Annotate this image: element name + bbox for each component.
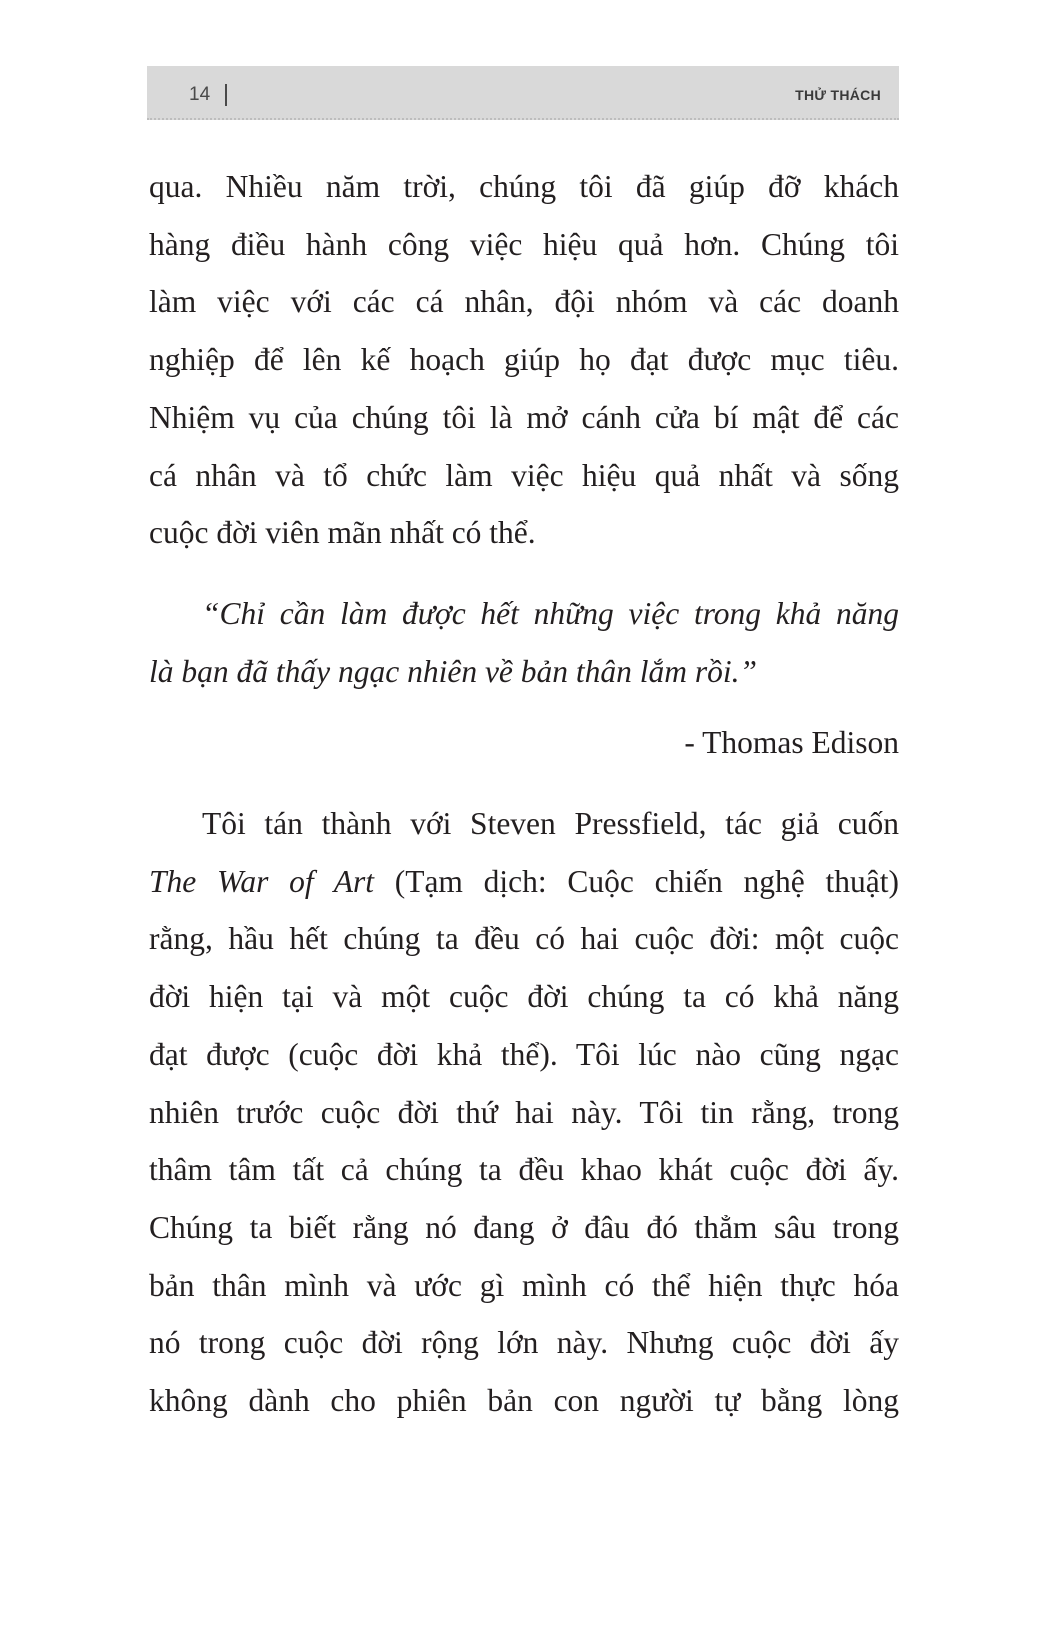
page-body <box>149 158 899 1430</box>
text-line <box>149 853 899 911</box>
text-line: làm việc với các cá nhân, đội nhóm và các doanh <box>149 284 899 320</box>
running-title: THỬ THÁCH <box>795 87 881 103</box>
text-line: không dành cho phiên bản con người tự bằng lòng <box>149 1383 899 1419</box>
text-line: nghiệp để lên kế hoạch giúp họ đạt được mục tiêu. <box>149 342 899 378</box>
running-header <box>147 66 899 120</box>
text-line: đạt được (cuộc đời khả thể). Tôi lúc nào cũng ngạc <box>149 1036 899 1072</box>
text-line: cá nhân và tổ chức làm việc hiệu quả nhất và sống <box>149 457 899 493</box>
text-line: hàng điều hành công việc hiệu quả hơn. Chúng tôi <box>149 226 899 262</box>
text-fragment: (Tạm dịch: Cuộc chiến nghệ thuật) <box>373 863 899 899</box>
header-divider <box>225 84 227 106</box>
quote-line: là bạn đã thấy ngạc nhiên về bản thân lắm rồi.” <box>149 653 758 689</box>
text-line: Nhiệm vụ của chúng tôi là mở cánh cửa bí mật để các <box>149 399 899 435</box>
text-line: nhiên trước cuộc đời thứ hai này. Tôi tin rằng, trong <box>149 1094 899 1130</box>
text-line: thâm tâm tất cả chúng ta đều khao khát cuộc đời ấy. <box>149 1152 899 1188</box>
page-number: 14 <box>189 84 211 105</box>
text-line: nó trong cuộc đời rộng lớn này. Nhưng cuộc đời ấy <box>149 1325 899 1361</box>
quote-block <box>149 585 899 700</box>
text-line: Tôi tán thành với Steven Pressfield, tác giả cuốn <box>202 806 899 842</box>
quote-attribution: - Thomas Edison <box>684 725 899 761</box>
text-line: cuộc đời viên mãn nhất có thể. <box>149 515 536 551</box>
text-line: Chúng ta biết rằng nó đang ở đâu đó thẳm sâu trong <box>149 1209 899 1245</box>
paragraph-main <box>149 795 899 1430</box>
text-line: đời hiện tại và một cuộc đời chúng ta có khả năng <box>149 979 899 1015</box>
text-line: qua. Nhiều năm trời, chúng tôi đã giúp đỡ khách <box>149 169 899 204</box>
quote-line: “Chỉ cần làm được hết những việc trong khả năng <box>202 595 899 631</box>
text-line: bản thân mình và ước gì mình có thể hiện thực hóa <box>149 1267 899 1303</box>
paragraph-continuation <box>149 158 899 562</box>
book-title: The War of Art <box>149 863 374 899</box>
text-line: rằng, hầu hết chúng ta đều có hai cuộc đời: một cuộc <box>149 921 899 957</box>
